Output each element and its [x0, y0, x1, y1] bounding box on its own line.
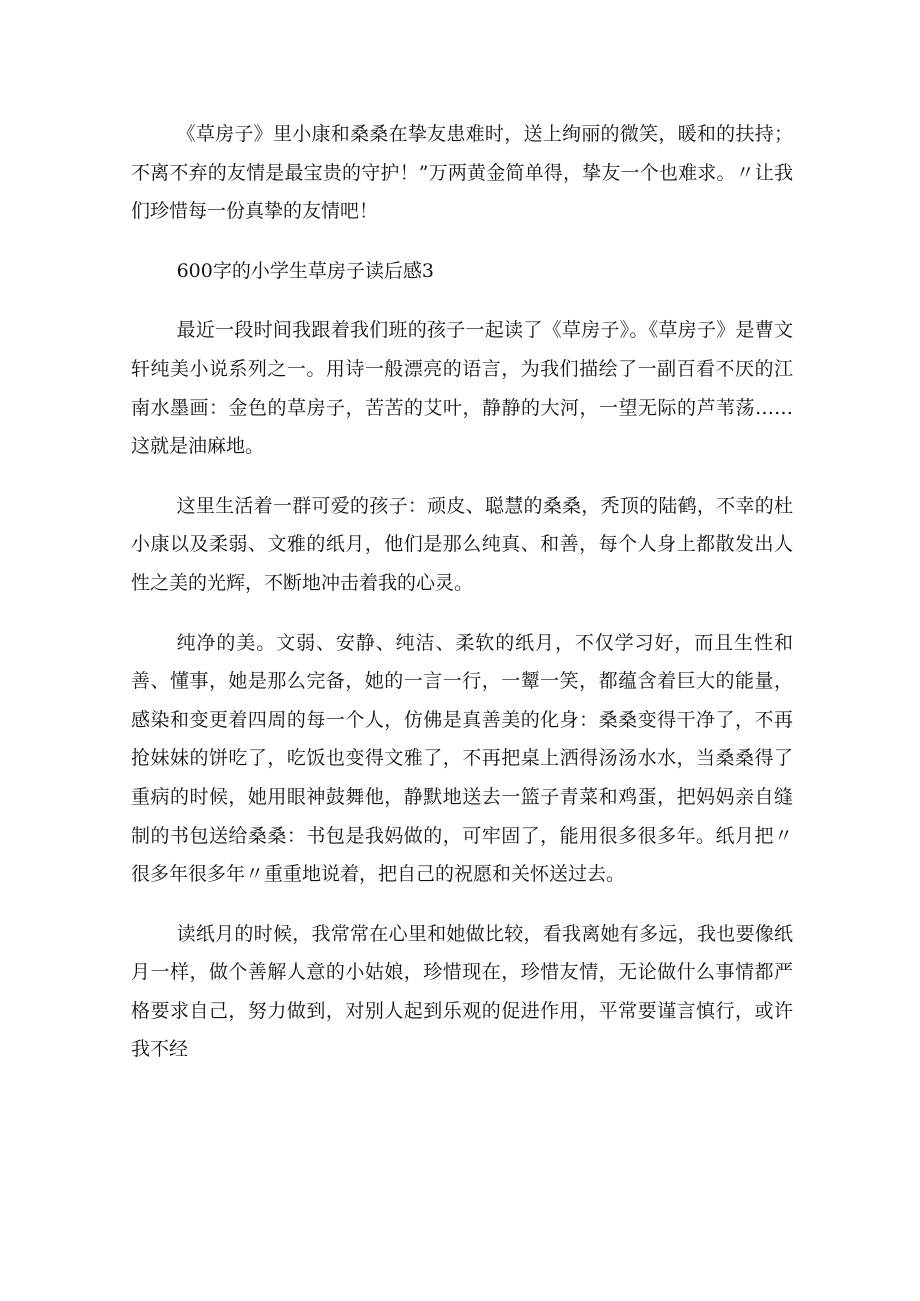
section-heading: 600字的小学生草房子读后感3 — [176, 259, 434, 282]
paragraph-reflection: 读纸月的时候，我常常在心里和她做比较，看我离她有多远，我也要像纸月一样，做个善解人意的小姑娘，珍惜现在，珍惜友情，无论做什么事情都严格要求自己，努力做到，对别人起到乐观的促进作用，平常要谨言慎行，或许我不经 — [131, 922, 793, 1061]
paragraph-children: 这里生活着一群可爱的孩子：顽皮、聪慧的桑桑，秃顶的陆鹤，不幸的杜小康以及柔弱、文雅的纸月，他们是那么纯真、和善，每个人身上都散发出人性之美的光辉，不断地冲击着我的心灵。 — [131, 494, 793, 594]
document-body — [131, 115, 793, 1090]
paragraph-friendship: 《草房子》里小康和桑桑在挚友患难时，送上绚丽的微笑，暖和的扶持；不离不弃的友情是最宝贵的守护！”万两黄金简单得，挚友一个也难求。〃让我们珍惜每一份真挚的友情吧！ — [131, 123, 793, 223]
paragraph-intro: 最近一段时间我跟着我们班的孩子一起读了《草房子》。《草房子》是曹文轩纯美小说系列之一。用诗一般漂亮的语言，为我们描绘了一副百看不厌的江南水墨画：金色的草房子，苦苦的艾叶，静静的大河，一望无际的芦苇荡……这就是油麻地。 — [131, 319, 793, 458]
paragraph-pure-beauty: 纯净的美。文弱、安静、纯洁、柔软的纸月，不仅学习好，而且生性和善、懂事，她是那么完备，她的一言一行，一颦一笑，都蕴含着巨大的能量，感染和变更着四周的每一个人，仿佛是真善美的化身：桑桑变得干净了，不再抢妹妹的饼吃了，吃饭也变得文雅了，不再把桌上洒得汤汤水水，当桑桑得了重病的时候，她用眼神鼓舞他，静默地送去一篮子青菜和鸡蛋，把妈妈亲自缝制的书包送给桑桑：书包是我妈做的，可牢固了，能用很多很多年。纸月把〃很多年很多年〃重重地说着，把自己的祝愿和关怀送过去。 — [131, 631, 793, 886]
